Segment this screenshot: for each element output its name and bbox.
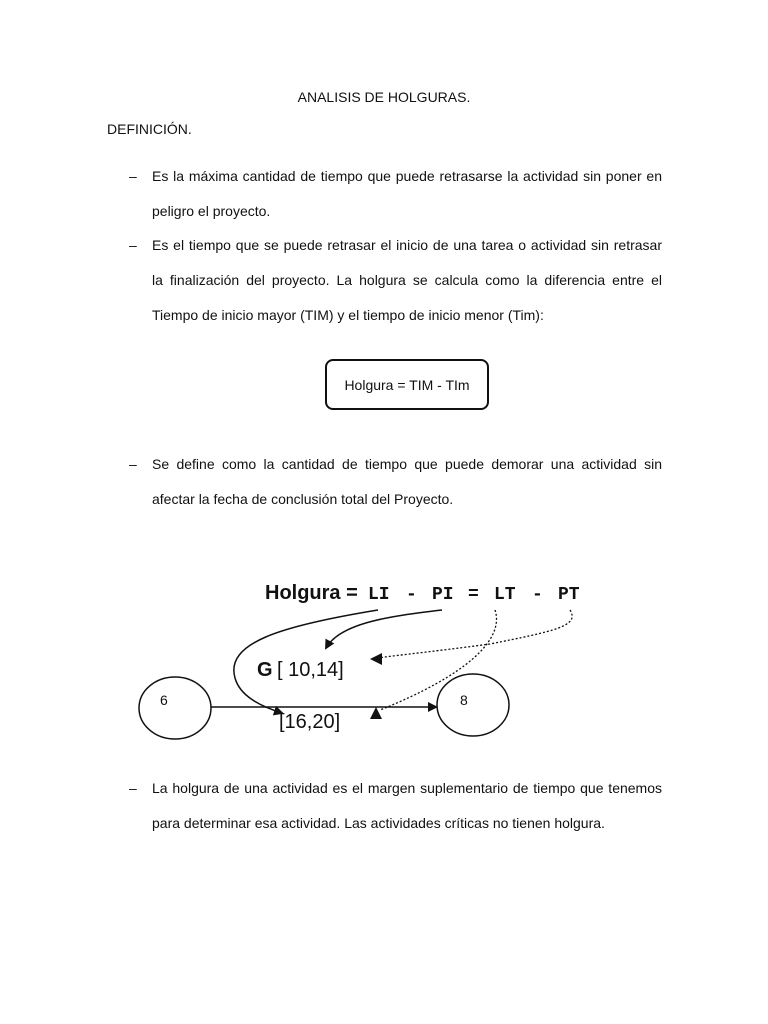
activity-range: [ 10,14]: [277, 659, 344, 681]
list-item: [129, 228, 662, 333]
bullet-text: Se define como la cantidad de tiempo que puede demorar una actividad sin afectar la fecha de conclusión total del Proyecto.: [152, 456, 662, 507]
diagram-term-li: LI: [368, 585, 390, 605]
pt-arrowhead-icon: [370, 653, 382, 665]
bullet-dash: –: [129, 780, 137, 796]
lt-arrowhead-icon: [370, 707, 382, 719]
float-diagram: [130, 568, 620, 748]
bullet-text: Es el tiempo que se puede retrasar el inicio de una tarea o actividad sin retrasar la finalización del proyecto. La holgura se calcula como la diferencia entre el Tiempo de inicio mayor (TIM) y el tiempo de inicio menor (Tim):: [152, 237, 662, 323]
formula-text: Holgura = TIM - TIm: [344, 376, 470, 393]
bullet-text: La holgura de una actividad es el margen suplementario de tiempo que tenemos para determinar esa actividad. Las actividades críticas no tienen holgura.: [152, 780, 662, 831]
bullet-dash: –: [129, 237, 137, 253]
node-end-circle: [437, 674, 509, 736]
document-title: ANALISIS DE HOLGURAS.: [297, 89, 471, 105]
lower-range: [16,20]: [279, 711, 341, 733]
pt-dotted-arrow: [378, 610, 572, 658]
diagram-formula-label: Holgura =: [265, 582, 358, 604]
diagram-term-lt: LT: [494, 585, 516, 605]
diagram-term-minus-2: -: [532, 585, 543, 605]
bullet-dash: –: [129, 456, 137, 472]
bullet-dash: –: [129, 168, 137, 184]
formula-box: [325, 359, 489, 410]
node-end-label: 8: [460, 692, 468, 708]
float-diagram-svg: [130, 568, 620, 748]
diagram-term-pt: PT: [558, 585, 580, 605]
node-start-circle: [139, 677, 211, 739]
list-item: [129, 771, 662, 841]
diagram-term-equals: =: [468, 585, 479, 605]
diagram-term-minus-1: -: [406, 585, 417, 605]
list-item: [129, 447, 662, 517]
diagram-term-pi: PI: [432, 585, 454, 605]
bullet-text: Es la máxima cantidad de tiempo que puede retrasarse la actividad sin poner en peligro el proyecto.: [152, 168, 662, 219]
list-item: [129, 159, 662, 229]
node-start-label: 6: [160, 692, 168, 708]
activity-letter: G: [257, 659, 273, 681]
definition-heading: DEFINICIÓN.: [107, 121, 192, 137]
